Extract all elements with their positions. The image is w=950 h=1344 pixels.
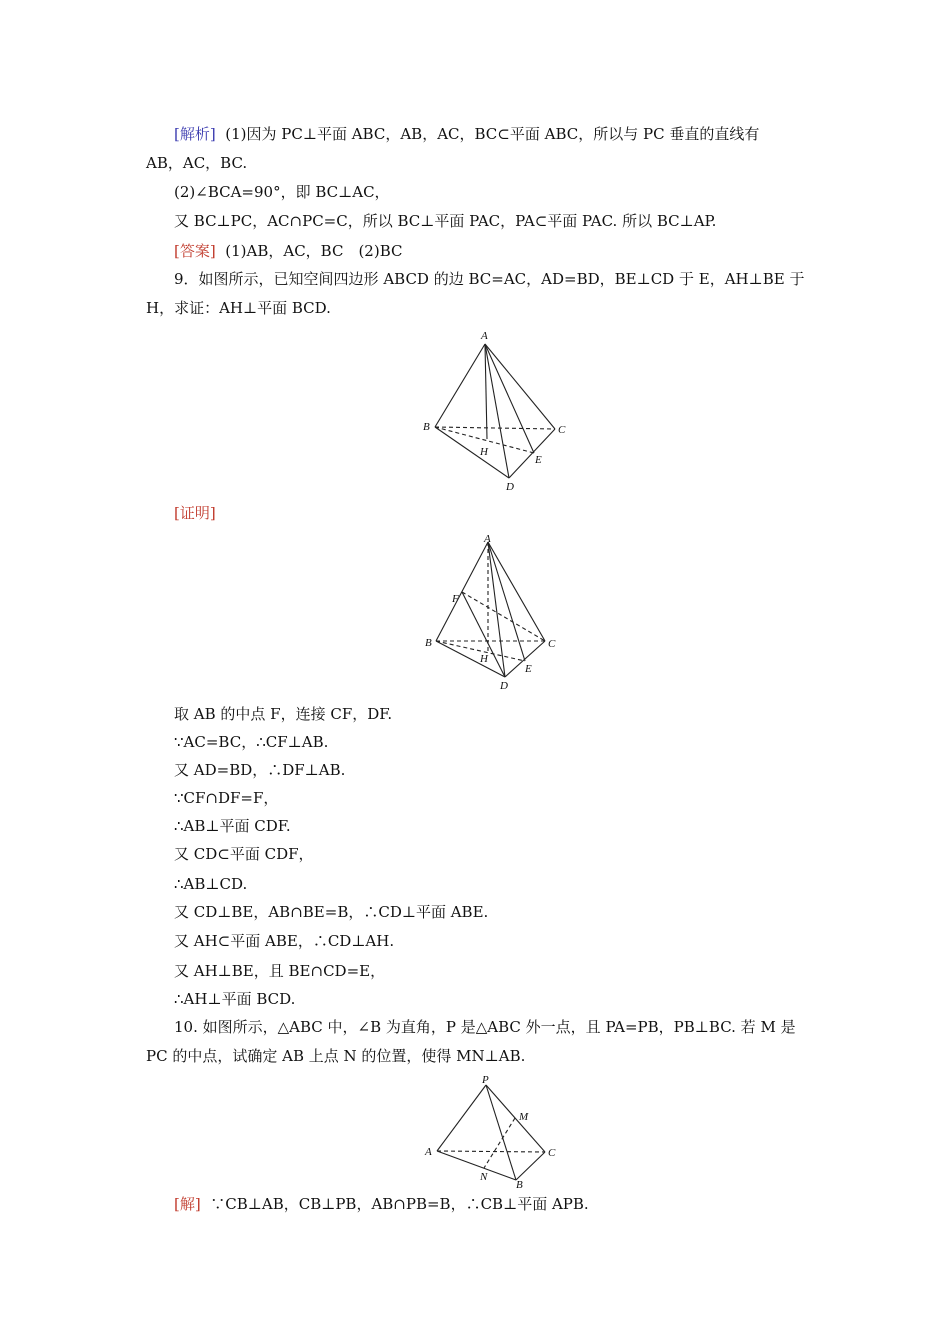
solution-tag: [解]: [174, 1195, 201, 1213]
proof-step-9: 又 AH⊂平面 ABE，∴CD⊥AH.: [174, 932, 395, 950]
analysis-line-3: (2)∠BCA=90°，即 BC⊥AC，: [174, 183, 390, 201]
problem10-line-1: 10. 如图所示，△ABC 中，∠B 为直角，P 是△ABC 外一点，且 PA=PB，PB⊥BC. 若 M 是: [174, 1018, 796, 1036]
fig1-label-h: H: [480, 446, 488, 458]
proof-step-7: ∴AB⊥CD.: [174, 875, 248, 893]
problem9-line-2: H，求证：AH⊥平面 BCD.: [146, 299, 331, 317]
analysis-tag: [解析]: [174, 125, 216, 143]
analysis-line-2: AB，AC，BC.: [146, 154, 248, 172]
fig2-label-b: B: [425, 637, 432, 649]
answer-tag: [答案]: [174, 242, 216, 260]
proof-step-3: 又 AD=BD，∴DF⊥AB.: [174, 761, 346, 779]
analysis-line-4: 又 BC⊥PC，AC∩PC=C，所以 BC⊥平面 PAC，PA⊂平面 PAC. 所以 BC⊥AP.: [174, 212, 717, 230]
tetrahedron-figure-2: [418, 530, 578, 692]
proof-step-4: ∵CF∩DF=F，: [174, 789, 279, 807]
solution-text: ∵CB⊥AB，CB⊥PB，AB∩PB=B，∴CB⊥平面 APB.: [210, 1195, 589, 1213]
answer-line: [174, 240, 402, 262]
fig1-label-d: D: [506, 481, 514, 493]
fig2-label-h: H: [480, 653, 488, 665]
solution-line: [174, 1193, 589, 1215]
fig2-label-a: A: [484, 533, 491, 545]
proof-step-2: ∵AC=BC，∴CF⊥AB.: [174, 733, 329, 751]
fig2-label-c: C: [548, 638, 556, 650]
problem10-line-2: PC 的中点，试确定 AB 上点 N 的位置，使得 MN⊥AB.: [146, 1047, 526, 1065]
fig1-label-c: C: [558, 424, 566, 436]
fig1-label-e: E: [535, 454, 542, 466]
fig3-label-c: C: [548, 1147, 556, 1159]
fig2-label-e: E: [525, 663, 532, 675]
analysis-line-1: [174, 123, 759, 145]
fig1-label-b: B: [423, 421, 430, 433]
triangle-figure: [420, 1072, 570, 1190]
fig3-label-m: M: [519, 1111, 529, 1123]
proof-step-11: ∴AH⊥平面 BCD.: [174, 990, 296, 1008]
proof-step-5: ∴AB⊥平面 CDF.: [174, 817, 291, 835]
proof-step-6: 又 CD⊂平面 CDF，: [174, 845, 314, 863]
fig1-label-a: A: [481, 330, 488, 342]
fig3-label-p: P: [482, 1074, 489, 1086]
proof-tag: [174, 502, 216, 524]
proof-step-10: 又 AH⊥BE，且 BE∩CD=E，: [174, 962, 386, 980]
proof-step-1: 取 AB 的中点 F，连接 CF，DF.: [174, 705, 393, 723]
fig3-label-n: N: [480, 1171, 488, 1183]
proof-tag-text: [证明]: [174, 504, 216, 522]
fig3-label-b: B: [516, 1179, 523, 1190]
proof-step-8: 又 CD⊥BE，AB∩BE=B，∴CD⊥平面 ABE.: [174, 903, 489, 921]
fig2-label-f: F: [452, 593, 459, 605]
answer-text: (1)AB，AC，BC (2)BC: [225, 242, 403, 260]
tetrahedron-figure-1: [418, 326, 578, 494]
fig2-label-d: D: [500, 680, 508, 692]
fig3-label-a: A: [425, 1146, 432, 1158]
problem9-line-1: 9．如图所示，已知空间四边形 ABCD 的边 BC=AC，AD=BD，BE⊥CD 于 E，AH⊥BE 于: [174, 270, 805, 288]
analysis-text-1: (1)因为 PC⊥平面 ABC，AB，AC，BC⊂平面 ABC，所以与 PC 垂直的直线有: [225, 125, 760, 143]
